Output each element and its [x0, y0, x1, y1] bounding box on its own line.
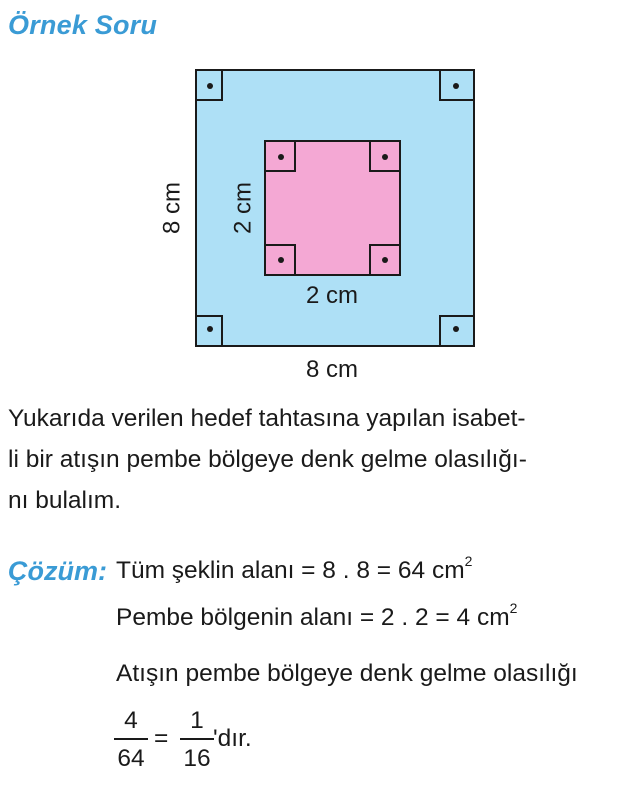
superscript: 2: [464, 553, 473, 569]
fraction-1-over-16: [180, 706, 214, 774]
pink-area-text: Pembe bölgenin alanı = 2 . 2 = 4 cm: [116, 604, 510, 632]
solution-line-probability: Atışın pembe bölgeye denk gelme olasılığı: [116, 660, 578, 687]
equals-sign: =: [154, 725, 169, 752]
problem-line: li bir atışın pembe bölgeye denk gelme olasılığı-: [8, 446, 527, 473]
fraction-bar: [114, 738, 148, 740]
outer-height-label: 8 cm: [158, 181, 186, 235]
marker-dot: [278, 154, 284, 160]
superscript: 2: [509, 600, 518, 616]
fraction-bar: [180, 738, 214, 740]
marker-dot: [382, 257, 388, 263]
problem-line: nı bulalım.: [8, 487, 122, 514]
marker-dot: [382, 154, 388, 160]
outer-width-label: 8 cm: [305, 356, 359, 383]
example-heading: Örnek Soru: [8, 10, 158, 40]
problem-line: Yukarıda verilen hedef tahtasına yapılan isabet-: [8, 405, 526, 432]
fraction-numerator: 4: [124, 707, 138, 734]
suffix-text: 'dır.: [213, 725, 252, 752]
marker-dot: [278, 257, 284, 263]
solution-label: Çözüm:: [8, 556, 107, 586]
marker-dot: [207, 83, 213, 89]
marker-dot: [453, 83, 459, 89]
fraction-numerator: 1: [190, 707, 204, 734]
fraction-4-over-64: [114, 706, 148, 774]
fraction-denominator: 16: [183, 745, 211, 772]
marker-dot: [453, 326, 459, 332]
marker-dot: [207, 326, 213, 332]
solution-line-pink-area: [116, 600, 518, 632]
inner-width-label: 2 cm: [305, 282, 359, 309]
fraction-denominator: 64: [117, 745, 145, 772]
inner-height-label: 2 cm: [229, 181, 257, 235]
solution-line-total-area: [116, 553, 473, 585]
inner-pink-square: [265, 141, 400, 275]
problem-statement: [8, 398, 624, 521]
total-area-text: Tüm şeklin alanı = 8 . 8 = 64 cm: [116, 557, 465, 585]
